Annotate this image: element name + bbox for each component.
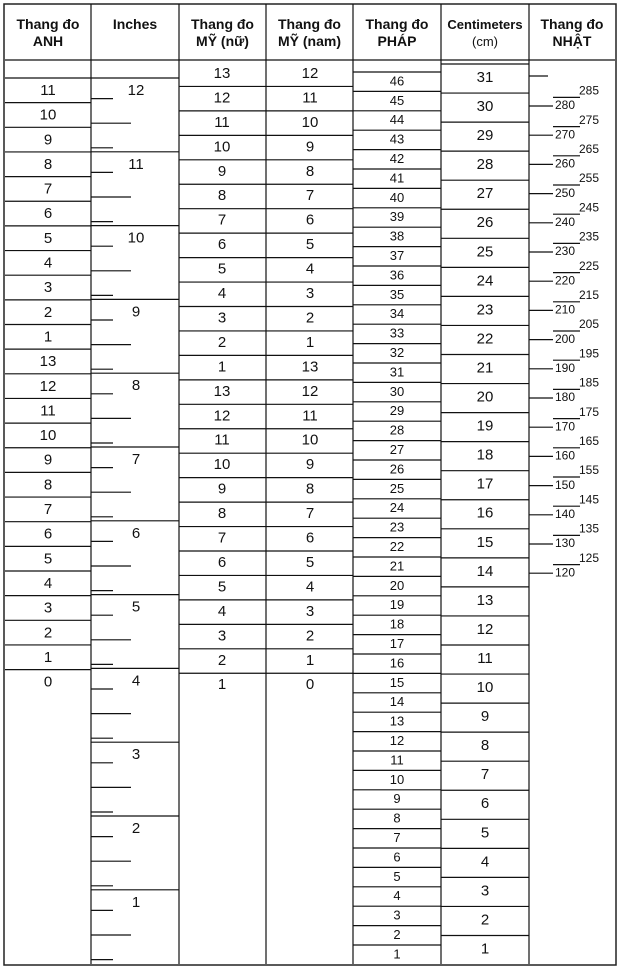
- fr-size-value: 38: [389, 228, 405, 244]
- jp-size-left: 190: [555, 360, 576, 375]
- fr-size-value: 40: [389, 189, 405, 205]
- fr-size-value: 2: [393, 927, 401, 943]
- fr-size-value: 26: [389, 461, 405, 477]
- fr-size-value: 9: [393, 791, 401, 807]
- cm-size-value: 24: [476, 272, 494, 290]
- jp-size-left: 220: [555, 273, 576, 288]
- jp-size-left: 160: [555, 448, 576, 463]
- fr-size-value: 41: [389, 170, 405, 186]
- us-women-size-value: 1: [217, 358, 227, 376]
- uk-size-value: 1: [43, 328, 53, 346]
- us-women-size-value: 12: [213, 407, 231, 425]
- inch-label: 12: [127, 81, 145, 99]
- cm-size-value: 9: [480, 708, 490, 726]
- jp-size-right: 175: [579, 404, 600, 419]
- jp-size-right: 245: [579, 200, 600, 215]
- header-us-men-line1: Thang đo: [278, 16, 341, 32]
- inch-label: 6: [131, 524, 141, 542]
- us-women-size-value: 11: [214, 431, 230, 449]
- uk-size-value: 3: [43, 599, 53, 617]
- us-men-size-value: 11: [302, 407, 318, 425]
- us-women-size-value: 2: [217, 333, 227, 351]
- us-men-size-value: 12: [301, 382, 319, 400]
- fr-size-value: 33: [389, 325, 405, 341]
- us-men-size-value: 5: [305, 553, 315, 571]
- uk-size-value: 4: [43, 574, 53, 592]
- cm-size-value: 7: [480, 766, 490, 784]
- inch-label: 10: [127, 229, 145, 247]
- us-men-size-value: 4: [305, 260, 315, 278]
- cm-size-value: 20: [476, 388, 494, 406]
- us-men-size-value: 12: [301, 64, 319, 82]
- cm-size-value: 16: [476, 504, 494, 522]
- uk-size-value: 4: [43, 254, 53, 272]
- us-women-size-value: 13: [213, 64, 231, 82]
- uk-size-value: 0: [43, 673, 53, 691]
- fr-size-value: 24: [389, 500, 405, 516]
- fr-size-value: 8: [393, 810, 401, 826]
- fr-size-value: 20: [389, 577, 405, 593]
- us-women-size-value: 10: [213, 456, 231, 474]
- us-women-size-value: 4: [217, 602, 227, 620]
- uk-size-value: 6: [43, 525, 53, 543]
- us-men-size-value: 9: [305, 138, 315, 156]
- uk-size-value: 7: [43, 180, 53, 198]
- jp-size-left: 240: [555, 214, 576, 229]
- fr-size-value: 19: [389, 597, 405, 613]
- fr-size-value: 1: [393, 946, 401, 962]
- fr-size-value: 43: [389, 131, 405, 147]
- fr-size-value: 5: [393, 868, 401, 884]
- us-men-size-value: 13: [301, 358, 319, 376]
- cm-size-value: 30: [476, 98, 494, 116]
- us-men-size-value: 7: [305, 187, 315, 205]
- fr-size-value: 39: [389, 209, 405, 225]
- jp-size-left: 230: [555, 244, 576, 259]
- header-us-women-line2: MỸ (nữ): [196, 33, 249, 49]
- cm-size-value: 28: [476, 156, 494, 174]
- fr-size-value: 21: [389, 558, 405, 574]
- jp-size-left: 200: [555, 331, 576, 346]
- cm-size-value: 11: [477, 649, 493, 667]
- header-france-line1: Thang đo: [365, 16, 429, 32]
- us-women-size-value: 5: [217, 260, 227, 278]
- uk-size-value: 2: [43, 303, 53, 321]
- fr-size-value: 17: [389, 636, 405, 652]
- us-men-size-value: 1: [305, 651, 315, 669]
- us-women-size-value: 8: [217, 187, 227, 205]
- us-women-size-value: 3: [217, 309, 227, 327]
- us-men-size-value: 8: [305, 480, 315, 498]
- us-men-size-value: 9: [305, 456, 315, 474]
- cm-size-value: 4: [480, 853, 490, 871]
- fr-size-value: 30: [389, 383, 405, 399]
- fr-size-value: 13: [389, 713, 405, 729]
- us-women-size-value: 1: [217, 676, 227, 694]
- cm-size-value: 2: [480, 911, 490, 929]
- cm-size-value: 5: [480, 824, 490, 842]
- jp-size-right: 235: [579, 229, 600, 244]
- header-us-women-line1: Thang đo: [191, 16, 254, 32]
- header-cm-line1: Centimeters: [447, 17, 523, 32]
- uk-size-value: 11: [40, 81, 56, 99]
- inch-label: 11: [128, 155, 144, 173]
- fr-size-value: 11: [390, 752, 404, 768]
- us-men-size-value: 4: [305, 578, 315, 596]
- cm-size-value: 19: [476, 417, 494, 435]
- header-uk-line2: ANH: [32, 33, 64, 49]
- header-france: [353, 4, 441, 60]
- uk-size-value: 9: [43, 451, 53, 469]
- header-us-men: [266, 4, 353, 60]
- fr-size-value: 42: [389, 151, 405, 167]
- jp-size-right: 125: [579, 550, 600, 565]
- uk-size-value: 5: [43, 229, 53, 247]
- uk-size-value: 5: [43, 550, 53, 568]
- header-uk-line1: Thang đo: [16, 16, 80, 32]
- us-men-size-value: 8: [305, 162, 315, 180]
- jp-size-left: 270: [555, 127, 576, 142]
- fr-size-value: 35: [389, 286, 405, 302]
- header-japan: [529, 4, 615, 60]
- inch-label: 9: [131, 303, 141, 321]
- uk-size-value: 1: [43, 648, 53, 666]
- jp-size-right: 165: [579, 433, 600, 448]
- header-japan-line2: NHẬT: [552, 33, 592, 49]
- jp-size-right: 195: [579, 346, 600, 361]
- inch-label: 5: [131, 598, 141, 616]
- fr-size-value: 46: [389, 73, 405, 89]
- header-us-men-line2: MỸ (nam): [278, 33, 341, 49]
- uk-size-value: 8: [43, 476, 53, 494]
- fr-size-value: 14: [389, 694, 405, 710]
- header-us-women: [179, 4, 266, 60]
- us-women-size-value: 7: [217, 211, 227, 229]
- fr-size-value: 6: [393, 849, 401, 865]
- jp-size-right: 275: [579, 112, 600, 127]
- jp-size-right: 215: [579, 287, 600, 302]
- us-women-size-value: 9: [217, 480, 227, 498]
- fr-size-value: 34: [389, 306, 405, 322]
- header-france-line2: PHÁP: [377, 33, 417, 49]
- us-women-size-value: 5: [217, 578, 227, 596]
- uk-size-value: 3: [43, 279, 53, 297]
- cm-size-value: 21: [476, 359, 494, 377]
- uk-size-value: 12: [39, 377, 57, 395]
- jp-size-right: 185: [579, 375, 600, 390]
- us-men-size-value: 11: [302, 89, 318, 107]
- jp-size-right: 135: [579, 521, 600, 536]
- fr-size-value: 12: [389, 733, 405, 749]
- jp-size-right: 285: [579, 83, 600, 98]
- us-women-size-value: 13: [213, 382, 231, 400]
- cm-size-value: 14: [476, 562, 494, 580]
- inch-label: 7: [131, 450, 141, 468]
- us-women-size-value: 6: [217, 236, 227, 254]
- cm-size-value: 6: [480, 795, 490, 813]
- us-men-size-value: 2: [305, 309, 315, 327]
- uk-size-value: 10: [39, 106, 57, 124]
- fr-size-value: 29: [389, 403, 405, 419]
- fr-size-value: 44: [389, 112, 405, 128]
- us-men-size-value: 10: [301, 113, 319, 131]
- us-men-size-value: 2: [305, 627, 315, 645]
- us-men-size-value: 3: [305, 602, 315, 620]
- jp-size-left: 260: [555, 156, 576, 171]
- cm-size-value: 8: [480, 737, 490, 755]
- fr-size-value: 45: [389, 92, 405, 108]
- us-women-size-value: 10: [213, 138, 231, 156]
- jp-size-left: 150: [555, 477, 576, 492]
- inch-label: 3: [131, 746, 141, 764]
- us-men-size-value: 0: [305, 676, 315, 694]
- fr-size-value: 7: [393, 830, 401, 846]
- fr-size-value: 16: [389, 655, 405, 671]
- cm-size-value: 25: [476, 243, 494, 261]
- us-women-size-value: 12: [213, 89, 231, 107]
- fr-size-value: 18: [389, 616, 405, 632]
- uk-size-value: 9: [43, 131, 53, 149]
- jp-size-left: 180: [555, 390, 576, 405]
- fr-size-value: 10: [389, 771, 405, 787]
- uk-size-value: 8: [43, 155, 53, 173]
- cm-size-value: 15: [476, 533, 494, 551]
- us-men-size-value: 6: [305, 211, 315, 229]
- uk-size-value: 11: [40, 402, 56, 420]
- cm-size-value: 1: [480, 940, 490, 958]
- header-inches: [91, 4, 179, 60]
- header-uk: [5, 4, 91, 60]
- fr-size-value: 31: [389, 364, 405, 380]
- jp-size-left: 120: [555, 565, 576, 580]
- cm-size-value: 29: [476, 127, 494, 145]
- inch-label: 4: [131, 672, 141, 690]
- us-men-size-value: 1: [305, 333, 315, 351]
- cm-size-value: 27: [476, 185, 494, 203]
- cm-size-value: 12: [476, 620, 494, 638]
- cm-size-value: 26: [476, 214, 494, 232]
- cm-size-value: 3: [480, 882, 490, 900]
- fr-size-value: 27: [389, 442, 405, 458]
- fr-size-value: 32: [389, 345, 405, 361]
- us-women-size-value: 8: [217, 505, 227, 523]
- cm-size-value: 31: [476, 68, 494, 86]
- inch-label: 1: [131, 893, 141, 911]
- us-women-size-value: 7: [217, 529, 227, 547]
- us-men-size-value: 7: [305, 505, 315, 523]
- jp-size-right: 225: [579, 258, 600, 273]
- header-cm-line2: (cm): [472, 34, 498, 49]
- inch-label: 2: [131, 819, 141, 837]
- uk-size-value: 6: [43, 205, 53, 223]
- fr-size-value: 4: [393, 888, 401, 904]
- cm-size-value: 13: [476, 591, 494, 609]
- header-cm: [441, 4, 529, 60]
- fr-size-value: 28: [389, 422, 405, 438]
- cm-size-value: 17: [476, 475, 494, 493]
- header-inches-line1: Inches: [112, 16, 158, 32]
- jp-size-left: 140: [555, 506, 576, 521]
- fr-size-value: 36: [389, 267, 405, 283]
- jp-size-left: 130: [555, 536, 576, 551]
- fr-size-value: 3: [393, 907, 401, 923]
- us-men-size-value: 5: [305, 236, 315, 254]
- us-men-size-value: 10: [301, 431, 319, 449]
- uk-size-value: 7: [43, 501, 53, 519]
- fr-size-value: 23: [389, 519, 405, 535]
- fr-size-value: 22: [389, 539, 405, 555]
- jp-size-right: 205: [579, 317, 600, 332]
- jp-size-right: 145: [579, 492, 600, 507]
- cm-size-value: 18: [476, 446, 494, 464]
- us-men-size-value: 6: [305, 529, 315, 547]
- uk-size-value: 2: [43, 624, 53, 642]
- inch-label: 8: [131, 377, 141, 395]
- cm-size-value: 10: [476, 679, 494, 697]
- uk-size-value: 10: [39, 427, 57, 445]
- us-women-size-value: 4: [217, 285, 227, 303]
- us-women-size-value: 3: [217, 627, 227, 645]
- cm-size-value: 22: [476, 330, 494, 348]
- jp-size-right: 155: [579, 463, 600, 478]
- us-women-size-value: 2: [217, 651, 227, 669]
- header-japan-line1: Thang đo: [540, 16, 604, 32]
- jp-size-left: 170: [555, 419, 576, 434]
- cm-size-value: 23: [476, 301, 494, 319]
- jp-size-left: 210: [555, 302, 576, 317]
- us-women-size-value: 9: [217, 162, 227, 180]
- fr-size-value: 25: [389, 480, 405, 496]
- uk-size-value: 13: [39, 353, 57, 371]
- jp-size-right: 255: [579, 171, 600, 186]
- fr-size-value: 37: [389, 248, 405, 264]
- jp-size-left: 280: [555, 98, 576, 113]
- us-men-size-value: 3: [305, 285, 315, 303]
- jp-size-left: 250: [555, 185, 576, 200]
- jp-size-right: 265: [579, 141, 600, 156]
- fr-size-value: 15: [389, 674, 405, 690]
- us-women-size-value: 6: [217, 553, 227, 571]
- us-women-size-value: 11: [214, 113, 230, 131]
